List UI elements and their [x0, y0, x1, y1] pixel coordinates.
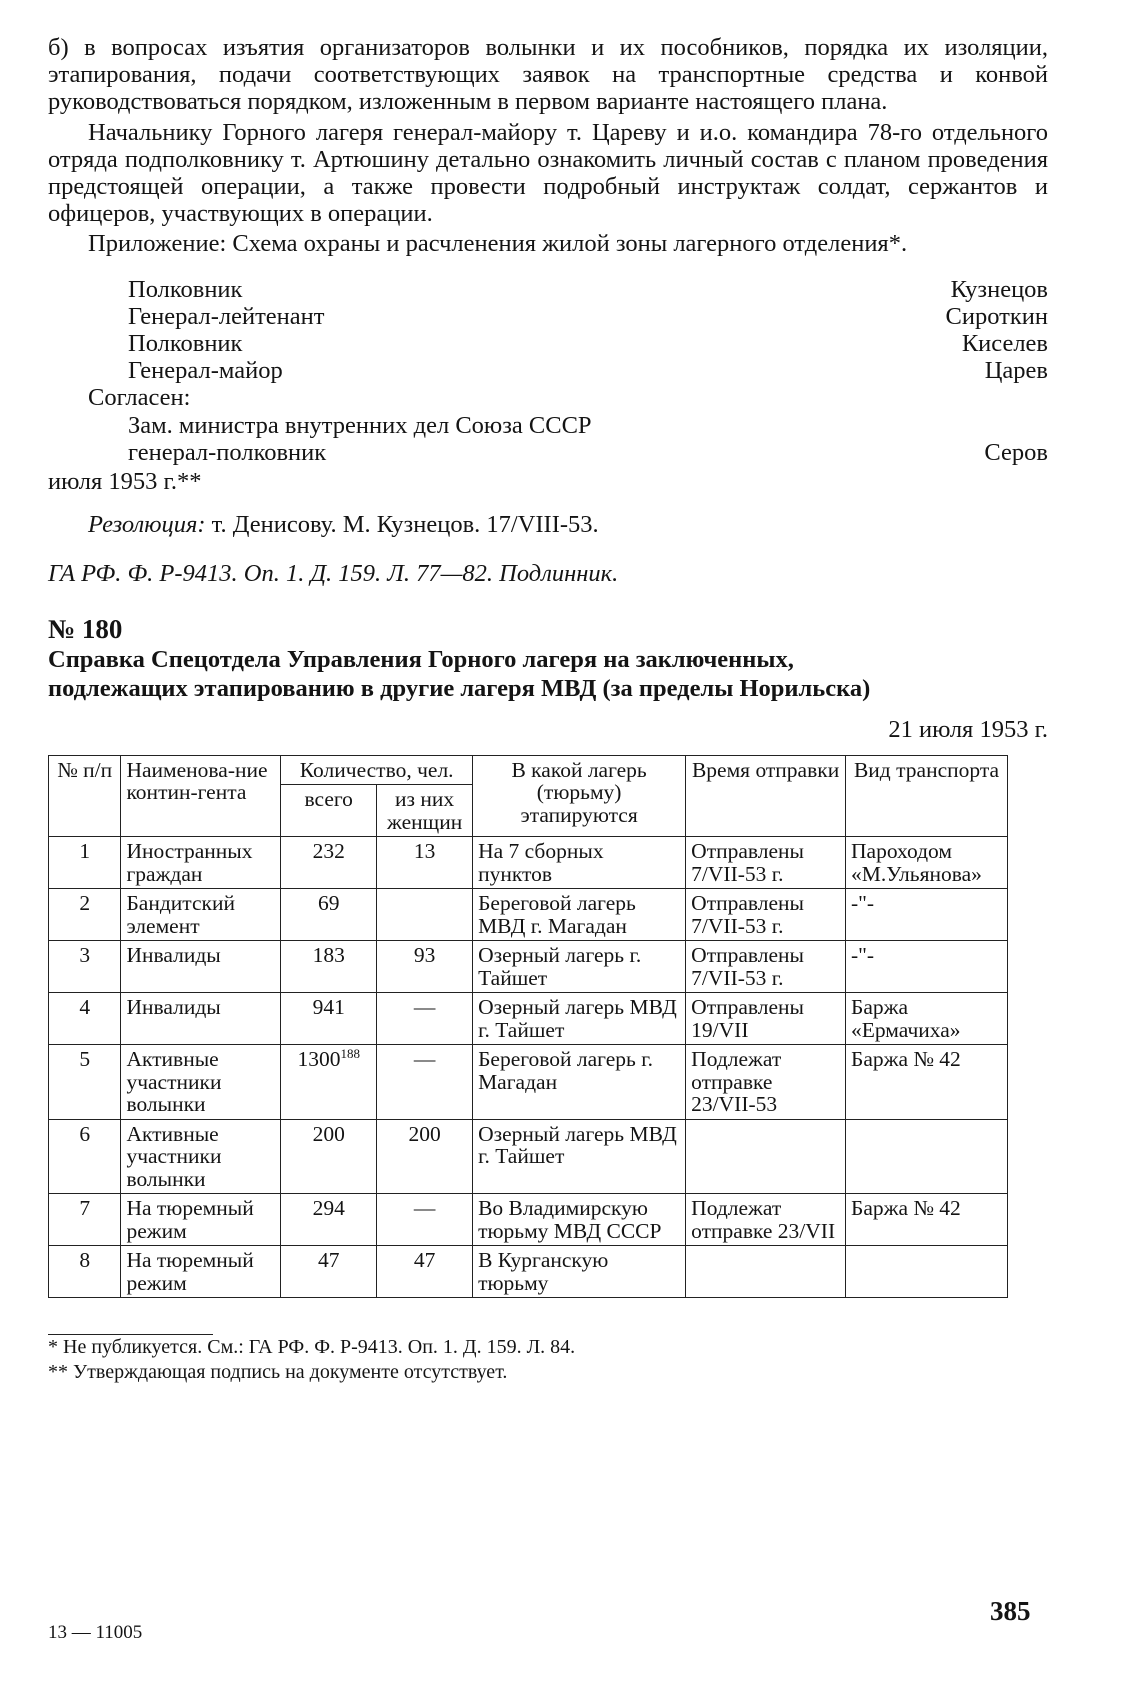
row-time — [686, 889, 846, 941]
signature-name: Царев — [984, 357, 1048, 385]
row-contingent-text: Активные участники волынки — [126, 1121, 222, 1191]
row-total — [281, 941, 377, 993]
row-total-text: 47 — [317, 1248, 340, 1273]
archive-reference: ГА РФ. Ф. Р-9413. Оп. 1. Д. 159. Л. 77—82. Подлинник. — [48, 560, 619, 588]
row-total — [281, 1045, 377, 1120]
resolution — [88, 511, 1048, 538]
row-camp — [473, 1119, 686, 1194]
row-total-text: 69 — [317, 891, 340, 916]
row-contingent-text: Инвалиды — [126, 995, 221, 1020]
row-number-text: 4 — [79, 995, 91, 1020]
row-time — [686, 1119, 846, 1194]
document-number: № 180 — [48, 613, 123, 644]
prisoners-table — [48, 755, 1008, 1299]
row-time-text: Подлежат отправке 23/VII — [691, 1196, 836, 1243]
row-women-text: — — [413, 1196, 436, 1221]
row-time-text: Отправлены 7/VII-53 г. — [691, 839, 804, 886]
row-contingent — [121, 1194, 281, 1246]
row-camp-text: Озерный лагерь г. Тайшет — [478, 943, 642, 990]
document-title-line1: Справка Спецотдела Управления Горного лагеря на заключенных, — [48, 645, 794, 673]
row-contingent-text: Бандитский элемент — [126, 891, 235, 938]
row-number-text: 1 — [79, 839, 91, 864]
row-time — [686, 1194, 846, 1246]
table-row — [49, 1194, 1008, 1246]
row-contingent — [121, 1119, 281, 1194]
row-number — [49, 993, 121, 1045]
row-number — [49, 837, 121, 889]
signature-rank: Генерал-майор — [128, 357, 283, 385]
agreed-position — [128, 412, 1048, 439]
row-number-text: 5 — [79, 1047, 91, 1072]
row-number-text: 7 — [79, 1196, 91, 1221]
row-time — [686, 1045, 846, 1120]
agreed-position-text: Зам. министра внутренних дел Союза СССР — [128, 411, 592, 439]
row-time — [686, 993, 846, 1045]
agreed-rank-row — [128, 439, 1048, 466]
agreed-name: Серов — [984, 438, 1048, 466]
row-camp-text: Озерный лагерь МВД г. Тайшет — [478, 1121, 677, 1169]
row-camp-text: Во Владимирскую тюрьму МВД СССР — [478, 1196, 662, 1243]
row-contingent-text: Иностранных граждан — [126, 839, 253, 886]
paragraph-b: б) в вопросах изъятия организаторов волынки и их пособников, порядка их изоляции, этапирования, подачи соответствующих заявок на транспортные средства и конвой руководствоваться порядком, изложенным в первом варианте настоящего плана. — [48, 34, 1048, 116]
row-transport — [846, 1246, 1008, 1298]
row-total-text: 1300 — [297, 1047, 341, 1072]
row-camp — [473, 889, 686, 941]
table-row — [49, 1119, 1008, 1194]
document-date: 21 июля 1953 г. — [888, 715, 1048, 743]
row-contingent-text: Инвалиды — [126, 943, 221, 968]
header-transport: Вид транспорта — [846, 755, 1008, 837]
row-women-text: — — [413, 1047, 436, 1072]
signature-name: Кузнецов — [950, 275, 1048, 303]
page-number: 385 — [990, 1596, 1031, 1626]
row-number-text: 3 — [79, 943, 91, 968]
row-transport-text: -"- — [851, 891, 875, 916]
row-number — [49, 1194, 121, 1246]
row-time-text: Отправлены 19/VII — [691, 995, 804, 1042]
row-total-text: 183 — [312, 943, 345, 968]
row-transport-text: Баржа «Ермачиха» — [851, 995, 961, 1042]
row-women — [377, 1045, 473, 1120]
row-women — [377, 1246, 473, 1298]
document-date-line: июля 1953 г.** — [48, 467, 202, 495]
row-transport — [846, 993, 1008, 1045]
row-contingent — [121, 941, 281, 993]
row-women — [377, 1194, 473, 1246]
document-title-line2: подлежащих этапированию в другие лагеря МВД (за пределы Норильска) — [48, 674, 871, 702]
header-total: всего — [281, 785, 377, 837]
row-camp — [473, 1246, 686, 1298]
row-women — [377, 889, 473, 941]
page-body — [48, 34, 1048, 1385]
row-time-text: Отправлены 7/VII-53 г. — [691, 943, 804, 990]
row-transport — [846, 837, 1008, 889]
row-total — [281, 1246, 377, 1298]
row-number — [49, 941, 121, 993]
row-contingent — [121, 993, 281, 1045]
row-number-text: 8 — [79, 1248, 91, 1273]
row-number — [49, 889, 121, 941]
row-time-text: Отправлены 7/VII-53 г. — [691, 891, 804, 938]
row-transport-text: Баржа № 42 — [851, 1196, 961, 1221]
row-women-text: — — [413, 995, 436, 1020]
row-total — [281, 889, 377, 941]
paragraph-appendix: Приложение: Схема охраны и расчленения жилой зоны лагерного отделения*. — [88, 230, 908, 258]
row-transport — [846, 1194, 1008, 1246]
row-camp-text: В Курганскую тюрьму — [478, 1248, 609, 1295]
header-time: Время отправки — [686, 755, 846, 837]
header-contingent: Наименова-ние контин-гента — [121, 755, 281, 837]
row-camp — [473, 941, 686, 993]
row-contingent — [121, 837, 281, 889]
footnote-ref: 188 — [340, 1045, 360, 1061]
row-camp — [473, 837, 686, 889]
table-body — [49, 837, 1008, 1298]
row-women — [377, 993, 473, 1045]
resolution-text: т. Денисову. М. Кузнецов. 17/VIII-53. — [205, 511, 599, 539]
row-camp-text: Озерный лагерь МВД г. Тайшет — [478, 995, 677, 1042]
table-row — [49, 889, 1008, 941]
signature-rank: Полковник — [128, 330, 243, 357]
row-total — [281, 1194, 377, 1246]
row-transport — [846, 1119, 1008, 1194]
row-time — [686, 941, 846, 993]
row-camp — [473, 993, 686, 1045]
row-transport-text: Баржа № 42 — [851, 1047, 961, 1072]
signature-block — [48, 276, 1048, 385]
table-row — [49, 993, 1008, 1045]
row-women-text: 200 — [408, 1121, 441, 1146]
row-women — [377, 837, 473, 889]
row-total — [281, 993, 377, 1045]
row-camp-text: На 7 сборных пунктов — [478, 839, 604, 886]
row-number-text: 2 — [79, 891, 91, 916]
header-women: из них женщин — [377, 785, 473, 837]
row-number — [49, 1119, 121, 1194]
header-quantity: Количество, чел. — [281, 755, 473, 785]
row-number — [49, 1246, 121, 1298]
paragraph-instructions: Начальнику Горного лагеря генерал-майору т. Цареву и и.о. командира 78-го отдельного отряда подполковнику т. Артюшину детально ознакомить личный состав с планом проведения предстоящей операции, а также провести подробный инструктаж солдат, сержантов и офицеров, участвующих в операции. — [48, 118, 1048, 228]
row-total — [281, 1119, 377, 1194]
header-camp: В какой лагерь (тюрьму) этапируются — [473, 755, 686, 837]
row-contingent — [121, 1045, 281, 1120]
footnote: ** Утверждающая подпись на документе отсутствует. — [48, 1361, 508, 1384]
row-contingent-text: На тюремный режим — [126, 1196, 254, 1243]
row-camp-text: Береговой лагерь г. Магадан — [478, 1047, 653, 1094]
row-contingent — [121, 1246, 281, 1298]
row-transport — [846, 1045, 1008, 1120]
row-women — [377, 1119, 473, 1194]
row-women-text: 47 — [413, 1248, 436, 1273]
row-total-text: 941 — [312, 995, 345, 1020]
row-transport — [846, 889, 1008, 941]
resolution-label: Резолюция: — [88, 511, 206, 539]
footnote: * Не публикуется. См.: ГА РФ. Ф. Р-9413. Оп. 1. Д. 159. Л. 84. — [48, 1336, 576, 1359]
row-total — [281, 837, 377, 889]
signature-name: Киселев — [961, 330, 1048, 357]
signature-rank: Полковник — [128, 275, 243, 303]
signature-name: Сироткин — [945, 302, 1048, 330]
row-total-text: 294 — [312, 1196, 345, 1221]
row-number — [49, 1045, 121, 1120]
signature-row — [48, 276, 1048, 303]
signature-row — [48, 303, 1048, 330]
row-time — [686, 1246, 846, 1298]
row-transport-text: Пароходом «М.Ульянова» — [851, 839, 982, 886]
row-women-text: 93 — [413, 943, 436, 968]
header-number: № п/п — [49, 755, 121, 837]
agreed-label: Согласен: — [88, 384, 191, 412]
row-time — [686, 837, 846, 889]
row-number-text: 6 — [79, 1121, 91, 1146]
row-total-text: 232 — [312, 839, 345, 864]
signature-row — [48, 357, 1048, 384]
signature-row — [48, 330, 1048, 357]
row-women — [377, 941, 473, 993]
table-row — [49, 837, 1008, 889]
table-header-row — [49, 755, 1008, 785]
row-camp — [473, 1045, 686, 1120]
row-camp — [473, 1194, 686, 1246]
row-transport-text: -"- — [851, 943, 875, 968]
row-total-text: 200 — [312, 1121, 345, 1146]
printer-signature-mark: 13 — 11005 — [48, 1622, 143, 1643]
table-row — [49, 1045, 1008, 1120]
row-camp-text: Береговой лагерь МВД г. Магадан — [478, 891, 636, 938]
row-women-text: 13 — [413, 839, 436, 864]
row-contingent-text: Активные участники волынки — [126, 1047, 222, 1117]
signature-rank: Генерал-лейтенант — [128, 302, 325, 330]
table-row — [49, 941, 1008, 993]
agreed-rank: генерал-полковник — [128, 438, 327, 466]
row-contingent-text: На тюремный режим — [126, 1248, 254, 1295]
row-time-text: Подлежат отправке 23/VII-53 — [691, 1047, 782, 1117]
table-row — [49, 1246, 1008, 1298]
row-transport — [846, 941, 1008, 993]
row-contingent — [121, 889, 281, 941]
